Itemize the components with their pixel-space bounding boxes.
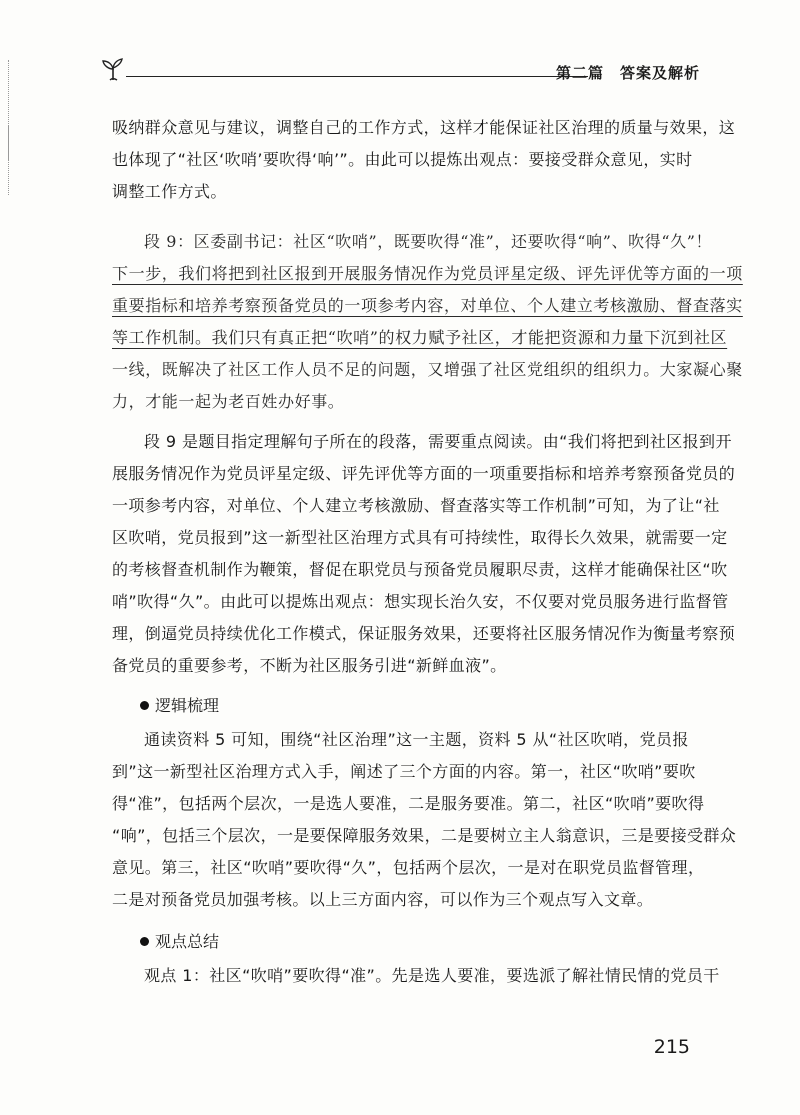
analysis-paragraph [112,426,736,682]
text-line: 理，倒逼党员持续优化工作模式，保证服务效果，还要将社区服务情况作为衡量考察预 [112,624,736,643]
binding-margin-marks [8,125,9,195]
text-line: 力，才能一起为老百姓办好事。 [112,392,345,411]
section-heading-label: 逻辑梳理 [155,696,220,715]
text-line: 也体现了“社区‘吹哨’要吹得‘响’”。由此可以提炼出观点：要接受群众意见，实时 [112,150,693,169]
text-line: 一项参考内容，对单位、个人建立考核激励、督查落实等工作机制”可知，为了让“社 [112,496,720,515]
underlined-text-line: 下一步，我们将把到社区报到开展服务情况作为党员评星定级、评先评优等方面的一项 [112,264,743,283]
section-heading-logic [140,690,219,722]
text-line: 区吹哨，党员报到”这一新型社区治理方式具有可持续性，取得长久效果，就需要一定 [112,528,728,547]
text-line: 得“准”，包括两个层次，一是选人要准，二是服务要准。第二，社区“吹哨”要吹得 [112,794,705,813]
text-line: “响”，包括三个层次，一是要保障服务效果，二是要树立主人翁意识，三是要接受群众 [112,826,737,845]
text-line: 展服务情况作为党员评星定级、评先评优等方面的一项重要指标和培养考察预备党员的 [112,464,736,483]
bullet-icon [140,937,149,946]
underlined-text-line: 重要指标和培养考察预备党员的一项参考内容，对单位、个人建立考核激励、督查落实 [112,296,743,315]
text-line: 一线，既解决了社区工作人员不足的问题，又增强了社区党组织的组织力。大家凝心聚 [112,360,743,379]
text-line: 的考核督查机制作为鞭策，督促在职党员与预备党员履职尽责，这样才能确保社区“吹 [112,560,728,579]
text-line: 调整工作方式。 [112,182,227,201]
text-line: 意见。第三，社区“吹哨”要吹得“久”，包括两个层次，一是对在职党员监督管理， [112,858,705,877]
section-heading-label: 观点总结 [155,932,220,951]
text-line: 段 9：区委副书记：社区“吹哨”，既要吹得“准”，还要吹得“响”、吹得“久”！ [144,232,713,251]
sprout-icon [100,56,126,82]
text-line: 到”这一新型社区治理方式入手，阐述了三个方面的内容。第一，社区“吹哨”要吹 [112,762,696,781]
text-line: 吸纳群众意见与建议，调整自己的工作方式，这样才能保证社区治理的质量与效果，这 [112,118,736,137]
header-title: 第二篇 答案及解析 [555,64,700,82]
text-line: 二是对预备党员加强考核。以上三方面内容，可以作为三个观点写入文章。 [112,890,654,909]
section-heading-summary [140,926,219,958]
text-line: 哨”吹得“久”。由此可以提炼出观点：想实现长治久安，不仅要对党员服务进行监督管 [112,592,729,611]
running-header [100,54,700,88]
header-rule [126,76,588,77]
logic-paragraph [112,724,737,916]
quoted-material-paragraph [112,226,743,418]
underlined-text-line: 等工作机制。我们只有真正把“吹哨”的权力赋予社区，才能把资源和力量下沉到社区 [112,328,728,347]
text-line: 通读资料 5 可知，围绕“社区治理”这一主题，资料 5 从“社区吹哨，党员报 [144,730,689,749]
summary-paragraph [112,960,720,992]
paragraph-continuation [112,112,736,208]
page-number: 215 [653,1036,690,1058]
bullet-icon [140,701,149,710]
text-line: 段 9 是题目指定理解句子所在的段落，需要重点阅读。由“我们将把到社区报到开 [144,432,732,451]
text-line: 备党员的重要参考，不断为社区服务引进“新鲜血液”。 [112,656,507,675]
text-line: 观点 1：社区“吹哨”要吹得“准”。先是选人要准，要选派了解社情民情的党员干 [144,966,720,985]
